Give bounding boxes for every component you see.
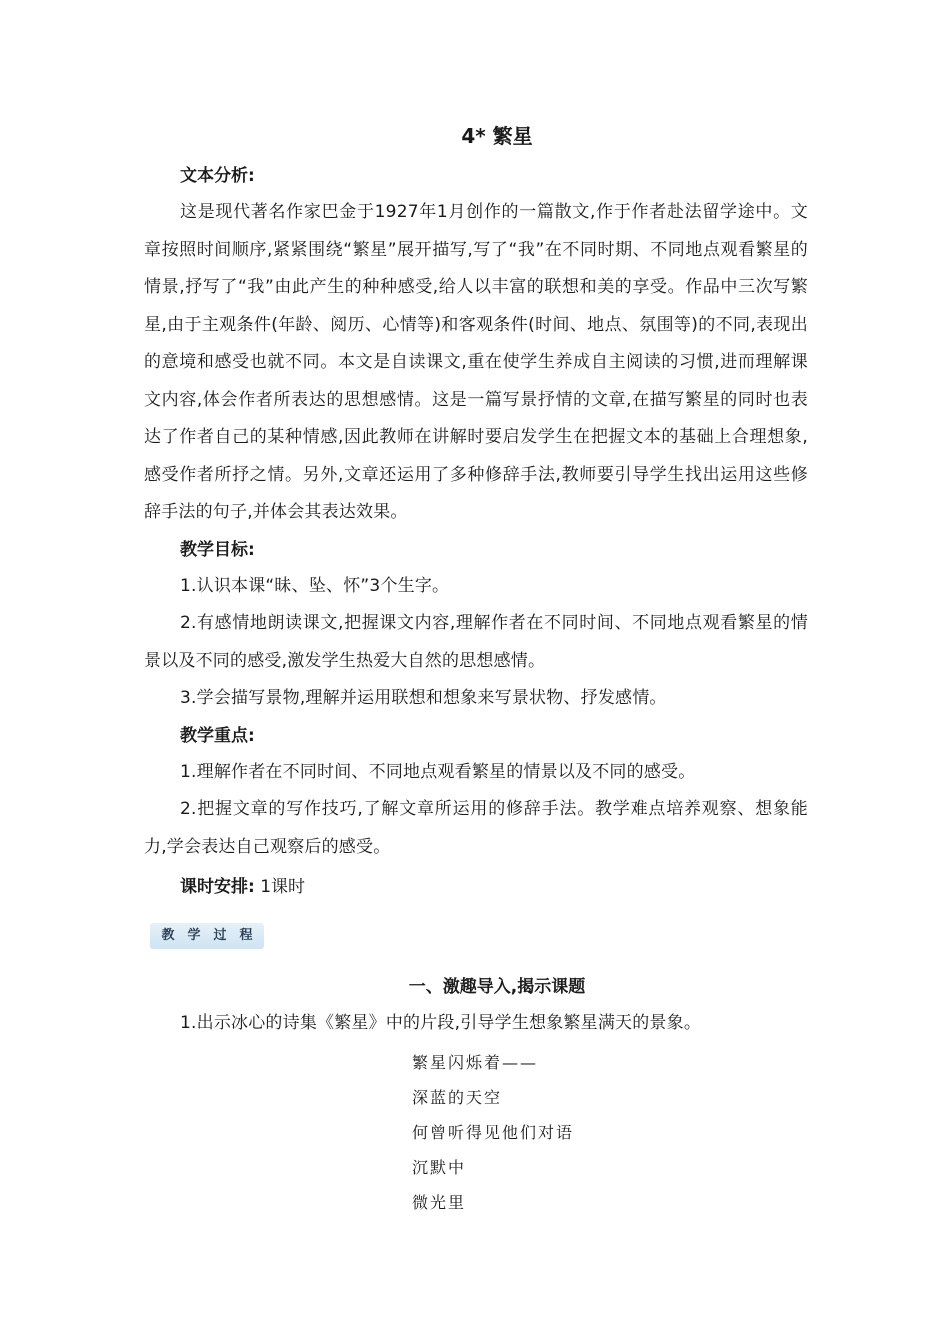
poem-line-4: 沉默中 [412, 1157, 467, 1177]
text-analysis-heading: 文本分析: [180, 166, 255, 186]
teaching-goal-1: 1.认识本课“昧、坠、怀”3个生字。 [180, 575, 450, 596]
lesson-title: 4* 繁星 [461, 124, 533, 148]
badge-char-2: 学 [187, 928, 201, 943]
badge-char-1: 教 [161, 928, 175, 943]
key-points-heading: 教学重点: [180, 725, 255, 746]
section-one-title: 一、激趣导入,揭示课题 [408, 977, 586, 997]
poem-line-3: 何曾听得见他们对语 [412, 1122, 575, 1142]
teaching-goals-heading: 教学目标: [180, 539, 255, 560]
poem-line-2: 深蓝的天空 [412, 1087, 503, 1107]
text-analysis-body: 这是现代著名作家巴金于1927年1月创作的一篇散文,作于作者赴法留学途中。文章按照时间顺序,紧紧围绕“繁星”展开描写,写了“我”在不同时期、不同地点观看繁星的情景,抒写了“我”由此产生的种种感受,给人以丰富的联想和美的享受。作品中三次写繁星,由于主观条件(年龄、阅历、心情等)和客观条件(时间、地点、氛围等)的不同,表现出的意境和感受也就不同。本文是自读课文,重在使学生养成自主阅读的习惯,进而理解课文内容,体会作者所表达的思想感情。这是一篇写景抒情的文章,在描写繁星的同时也表达了作者自己的某种情感,因此教师在讲解时要启发学生在把握文本的基础上合理想象,感受作者所抒之情。另外,文章还运用了多种修辞手法,教师要引导学生找出运用这些修辞手法的句子,并体会其表达效果。 [144, 202, 808, 522]
key-point-2: 2.把握文章的写作技巧,了解文章所运用的修辞手法。教学难点培养观察、想象能力,学会表达自己观察后的感受。 [144, 799, 808, 857]
schedule-value: 1课时 [260, 877, 306, 897]
teaching-goal-2: 2.有感情地朗读课文,把握课文内容,理解作者在不同时间、不同地点观看繁星的情景以及不同的感受,激发学生热爱大自然的思想感情。 [144, 613, 808, 671]
section-one-item: 1.出示冰心的诗集《繁星》中的片段,引导学生想象繁星满天的景象。 [180, 1013, 702, 1033]
schedule-label: 课时安排: [180, 877, 255, 897]
poem-line-1: 繁星闪烁着—— [412, 1052, 539, 1072]
key-point-1: 1.理解作者在不同时间、不同地点观看繁星的情景以及不同的感受。 [180, 761, 696, 782]
badge-char-3: 过 [213, 928, 227, 943]
document-content [144, 118, 808, 1220]
teaching-process-badge [150, 923, 264, 949]
schedule-line [144, 869, 808, 905]
poem-line-5: 微光里 [412, 1192, 467, 1212]
teaching-goal-3: 3.学会描写景物,理解并运用联想和想象来写景状物、抒发感情。 [180, 688, 667, 708]
poem-block [412, 1045, 808, 1220]
badge-char-4: 程 [239, 928, 253, 943]
